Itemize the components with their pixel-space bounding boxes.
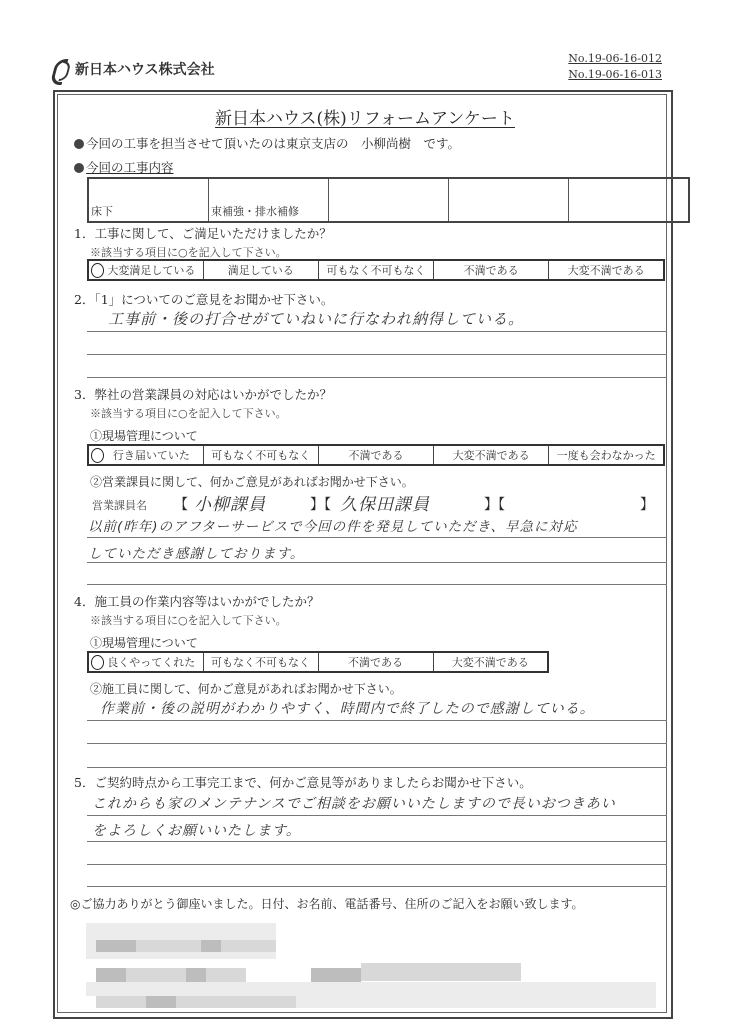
answer-line bbox=[87, 377, 667, 378]
q3-options bbox=[87, 444, 665, 466]
company-name: 新日本ハウス株式会社 bbox=[75, 62, 215, 78]
answer-line bbox=[87, 537, 667, 538]
q3-option-5[interactable]: 一度も会わなかった bbox=[549, 445, 664, 465]
redacted-personal-info bbox=[86, 918, 666, 1010]
answer-line bbox=[87, 354, 667, 355]
q4-sub1: ①現場管理について bbox=[90, 636, 198, 650]
staff-name-1: 小柳課員 bbox=[194, 495, 266, 515]
bullet-icon bbox=[74, 163, 84, 173]
q5-answer-line-2: をよろしくお願いいたします。 bbox=[92, 823, 301, 839]
q4-options bbox=[87, 651, 549, 673]
work-item-1: 床下 bbox=[88, 178, 209, 222]
q4-sub2: ②施工員に関して、何かご意見があればお聞かせ下さい。 bbox=[90, 682, 402, 696]
answer-line bbox=[87, 886, 667, 887]
q1-question: 1．工事に関して、ご満足いただけましたか？ bbox=[74, 226, 332, 241]
q4-instruction: ※該当する項目に○を記入して下さい。 bbox=[90, 614, 287, 627]
answer-line bbox=[87, 720, 667, 721]
company-logo-icon bbox=[52, 58, 72, 80]
q3-sub2: ②営業課員に関して、何かご意見があればお聞かせ下さい。 bbox=[90, 475, 414, 489]
q1-option-2[interactable]: 満足している bbox=[203, 260, 318, 280]
work-item-3 bbox=[329, 178, 449, 222]
q3-answer-line-2: していただき感謝しております。 bbox=[88, 546, 305, 562]
circled-mark-icon bbox=[91, 263, 104, 278]
q3-option-2[interactable]: 可もなく不可もなく bbox=[203, 445, 318, 465]
circled-mark-icon bbox=[91, 448, 104, 463]
q4-option-3[interactable]: 不満である bbox=[318, 652, 433, 672]
work-item-2: 束補強・排水補修 bbox=[209, 178, 329, 222]
q1-option-4[interactable]: 不満である bbox=[434, 260, 549, 280]
answer-line bbox=[87, 841, 667, 842]
q4-question: 4．施工員の作業内容等はいかがでしたか？ bbox=[74, 594, 320, 609]
bracket: 】【 bbox=[484, 497, 505, 513]
q4-option-2[interactable]: 可もなく不可もなく bbox=[203, 652, 318, 672]
q3-option-1[interactable]: 行き届いていた bbox=[88, 445, 203, 465]
q3-instruction: ※該当する項目に○を記入して下さい。 bbox=[90, 407, 287, 420]
q3-option-4[interactable]: 大変不満である bbox=[434, 445, 549, 465]
bracket: 】 bbox=[640, 497, 654, 513]
answer-line bbox=[87, 562, 667, 563]
q2-question: 2．「1」についてのご意見をお聞かせ下さい。 bbox=[74, 292, 334, 307]
bullet-icon bbox=[74, 139, 84, 149]
staff-names-row bbox=[92, 492, 672, 514]
work-item-5 bbox=[569, 178, 690, 222]
work-content-table bbox=[87, 177, 690, 223]
q4-answer: 作業前・後の説明がわかりやすく、時間内で終了したので感謝している。 bbox=[100, 701, 595, 717]
q3-sub1: ①現場管理について bbox=[90, 429, 198, 443]
answer-line bbox=[87, 743, 667, 744]
answer-line bbox=[87, 331, 667, 332]
doc-number-1: No.19-06-16-012 bbox=[568, 52, 662, 65]
q5-question: 5．ご契約時点から工事完工まで、何かご意見等がありましたらお聞かせ下さい。 bbox=[74, 775, 532, 790]
answer-line bbox=[87, 767, 667, 768]
q1-options bbox=[87, 259, 665, 281]
answer-line bbox=[87, 584, 667, 585]
footer-thanks: ◎ご協力ありがとう御座いました。日付、お名前、電話番号、住所のご記入をお願い致します。 bbox=[70, 897, 584, 911]
q5-answer-line-1: これからも家のメンテナンスでご相談をお願いいたしますので長いおつきあい bbox=[92, 796, 616, 812]
work-content-label: 今回の工事内容 bbox=[74, 158, 174, 176]
circled-mark-icon bbox=[91, 655, 104, 670]
staff-line: 今回の工事を担当させて頂いたのは東京支店の 小柳尚樹 です。 bbox=[74, 134, 460, 152]
q1-option-1[interactable]: 大変満足している bbox=[88, 260, 203, 280]
staff-name-label: 営業課員名 bbox=[92, 499, 147, 512]
q3-question: 3．弊社の営業課員の対応はいかがでしたか？ bbox=[74, 387, 332, 402]
company-logo bbox=[52, 58, 215, 80]
bracket: 】【 bbox=[310, 497, 331, 513]
q4-option-4[interactable]: 大変不満である bbox=[433, 652, 548, 672]
doc-number-2: No.19-06-16-013 bbox=[568, 68, 662, 81]
answer-line bbox=[87, 864, 667, 865]
staff-name-2: 久保田課員 bbox=[340, 495, 430, 515]
work-item-4 bbox=[449, 178, 569, 222]
survey-title: 新日本ハウス(株)リフォームアンケート bbox=[215, 109, 515, 129]
bracket: 【 bbox=[174, 497, 188, 513]
answer-line bbox=[87, 815, 667, 816]
q3-answer-line-1: 以前(昨年)のアフターサービスで今回の件を発見していただき、早急に対応 bbox=[88, 519, 578, 535]
q2-answer: 工事前・後の打合せがていねいに行なわれ納得している。 bbox=[108, 310, 525, 328]
q1-option-5[interactable]: 大変不満である bbox=[549, 260, 664, 280]
q3-option-3[interactable]: 不満である bbox=[318, 445, 433, 465]
q4-option-1[interactable]: 良くやってくれた bbox=[88, 652, 203, 672]
q1-instruction: ※該当する項目に○を記入して下さい。 bbox=[90, 246, 287, 259]
q1-option-3[interactable]: 可もなく不可もなく bbox=[318, 260, 433, 280]
